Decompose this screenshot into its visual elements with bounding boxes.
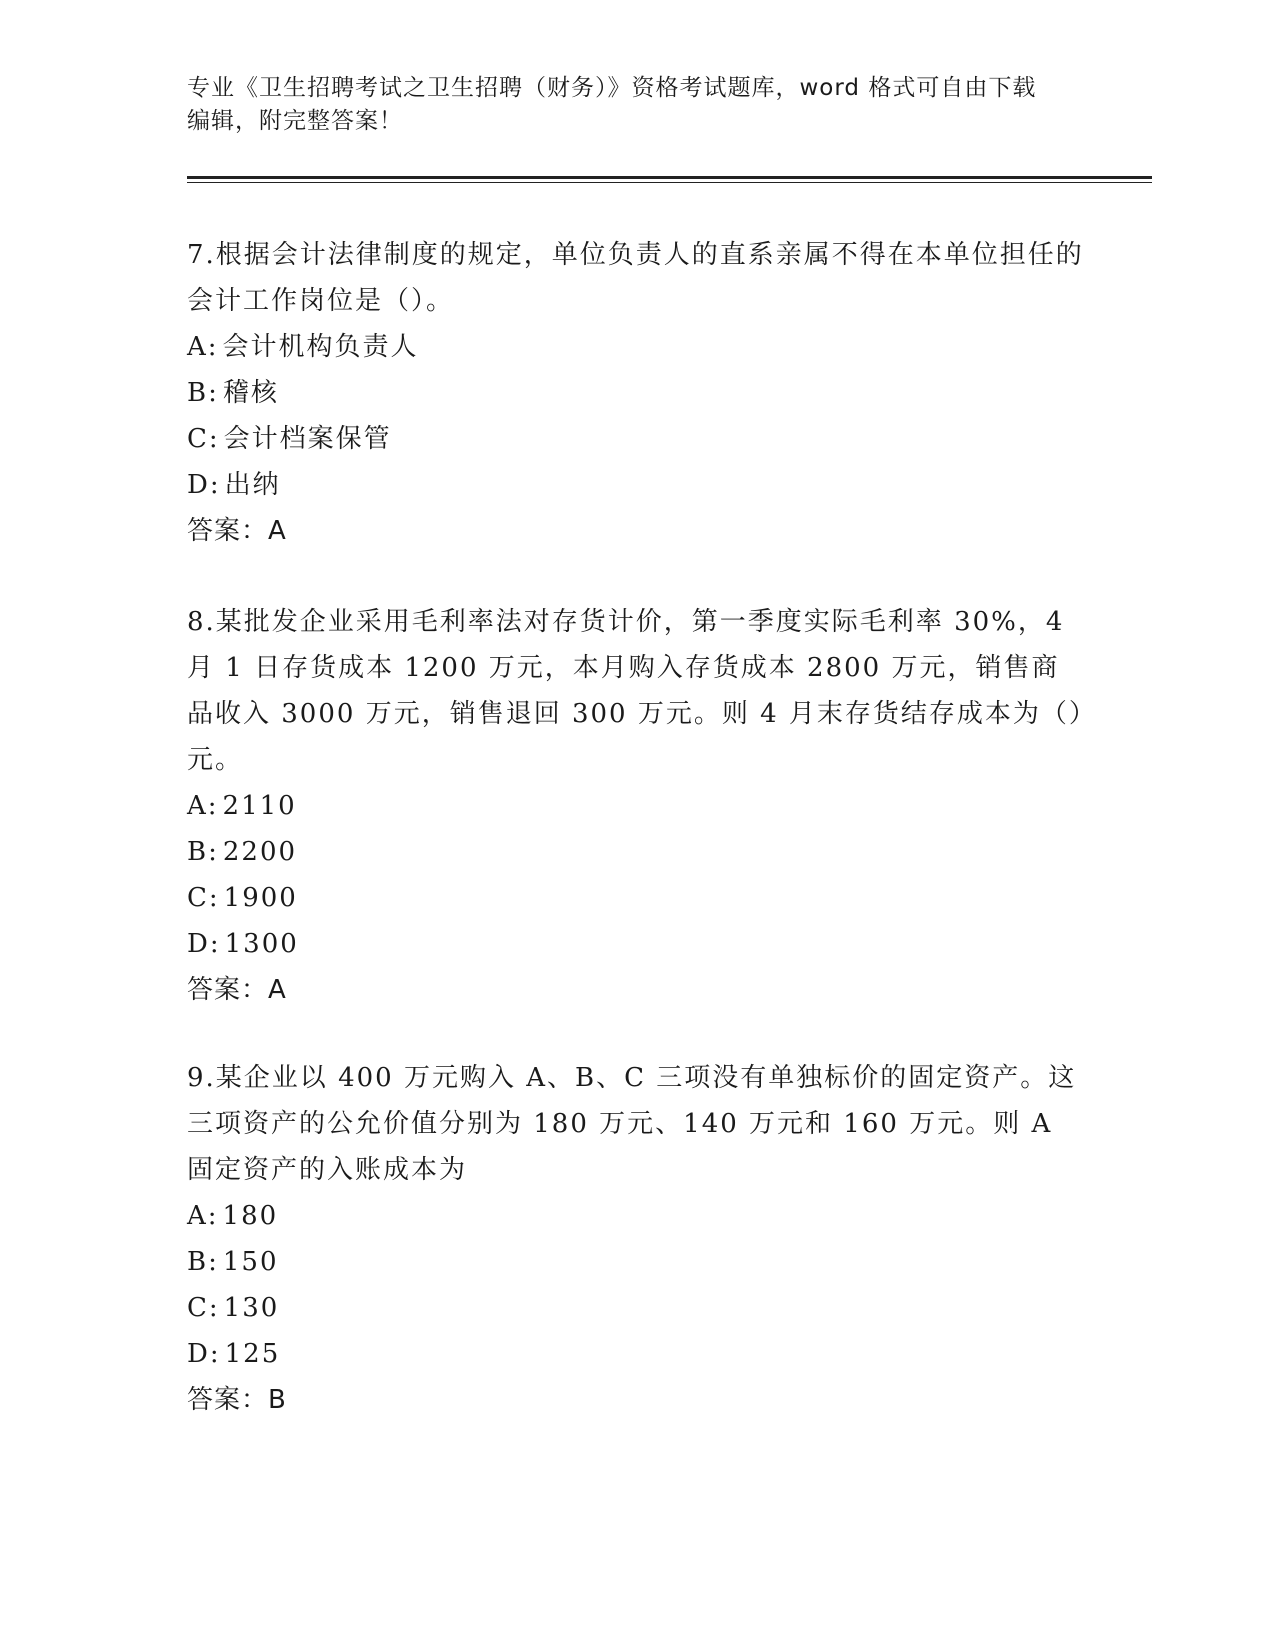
option-d [187, 462, 1087, 508]
option-d [187, 921, 1087, 967]
option-b [187, 1239, 1087, 1285]
question-stem: 9.某企业以 400 万元购入 A、B、C 三项没有单独标价的固定资产。这三项资产的公允价值分别为 180 万元、140 万元和 160 万元。则 A 固定资产的入账成本为 [187, 1063, 1077, 1185]
option-text: 会计档案保管 [223, 424, 392, 454]
option-letter: C: [187, 424, 220, 454]
option-d [187, 1331, 1087, 1377]
question-9 [187, 1055, 1087, 1423]
question-8 [187, 599, 1087, 1013]
option-text: 稽核 [222, 378, 279, 408]
option-text: 1900 [223, 883, 298, 913]
option-text: 出纳 [224, 470, 281, 500]
answer-line: 答案：A [187, 975, 287, 1005]
header-divider-thin [187, 182, 1152, 183]
option-letter: A: [187, 791, 219, 821]
option-a [187, 1193, 1087, 1239]
option-text: 150 [222, 1247, 279, 1277]
option-text: 125 [224, 1339, 281, 1369]
answer-line: 答案：B [187, 1385, 287, 1415]
option-letter: D: [187, 1339, 221, 1369]
option-text: 会计机构负责人 [222, 332, 419, 362]
option-text: 1300 [224, 929, 299, 959]
header-line-2: 编辑，附完整答案！ [187, 108, 403, 134]
option-letter: C: [187, 1293, 220, 1323]
answer-line: 答案：A [187, 516, 287, 546]
header-divider-thick [187, 176, 1152, 179]
option-text: 2200 [222, 837, 298, 867]
option-text: 130 [223, 1293, 280, 1323]
option-a [187, 324, 1087, 370]
option-b [187, 829, 1087, 875]
option-c [187, 1285, 1087, 1331]
option-a [187, 783, 1087, 829]
option-letter: D: [187, 470, 221, 500]
option-letter: D: [187, 929, 221, 959]
option-letter: C: [187, 883, 220, 913]
option-text: 180 [222, 1201, 279, 1231]
question-stem: 8.某批发企业采用毛利率法对存货计价，第一季度实际毛利率 30%，4 月 1 日存货成本 1200 万元，本月购入存货成本 2800 万元，销售商品收入 3000 万元，销售退回 300 万元。则 4 月末存货结存成本为（）元。 [187, 607, 1084, 775]
option-letter: A: [187, 1201, 219, 1231]
document-header [187, 72, 1087, 138]
question-7 [187, 232, 1087, 554]
option-letter: A: [187, 332, 219, 362]
option-letter: B: [187, 837, 219, 867]
option-c [187, 416, 1087, 462]
question-stem: 7.根据会计法律制度的规定，单位负责人的直系亲属不得在本单位担任的会计工作岗位是（）。 [187, 240, 1084, 316]
option-letter: B: [187, 1247, 219, 1277]
option-text: 2110 [222, 791, 297, 821]
option-b [187, 370, 1087, 416]
header-line-1: 专业《卫生招聘考试之卫生招聘（财务）》资格考试题库，word 格式可自由下载 [187, 75, 1037, 101]
option-c [187, 875, 1087, 921]
option-letter: B: [187, 378, 219, 408]
